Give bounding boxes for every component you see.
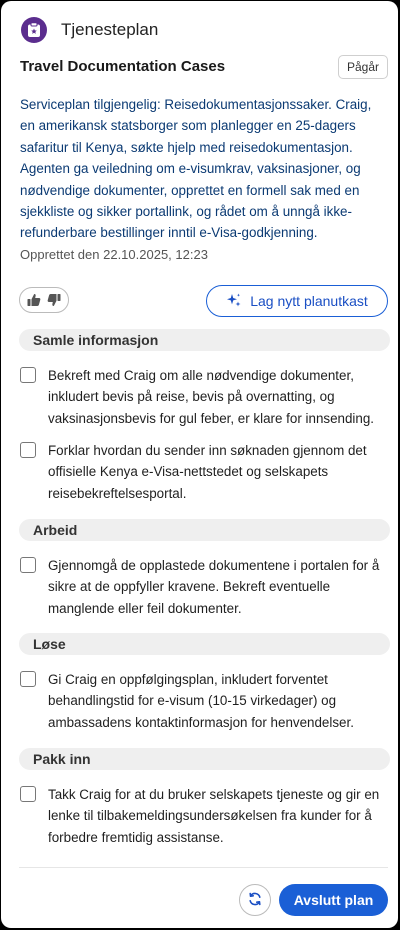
- section-header: Arbeid: [19, 519, 390, 541]
- created-timestamp: Opprettet den 22.10.2025, 12:23: [20, 247, 208, 262]
- section-header: Samle informasjon: [19, 329, 390, 351]
- sparkle-icon: [226, 292, 242, 311]
- task-checkbox[interactable]: [20, 557, 36, 573]
- task-item: [20, 440, 390, 504]
- task-text: Bekreft med Craig om alle nødvendige dokumenter, inkludert bevis på reise, bevis på overnatting, og vaksinasjonsbevis for gul feber, er klare for innsending.: [48, 368, 375, 426]
- task-item: [20, 784, 390, 848]
- task-item: [20, 555, 390, 619]
- app-title: Tjenesteplan: [61, 20, 159, 39]
- task-text: Gjennomgå de opplastede dokumentene i portalen for å sikre at de oppfyller kravene. Bekreft eventuelle manglende eller feil dokumenter.: [48, 558, 380, 616]
- task-text: Forklar hvordan du sender inn søknaden gjennom det offisielle Kenya e-Visa-nettstedet og selskapets reisebekreftelsesportal.: [48, 443, 367, 501]
- task-checkbox[interactable]: [20, 442, 36, 458]
- task-checkbox[interactable]: [20, 671, 36, 687]
- refresh-button[interactable]: [239, 884, 271, 916]
- clipboard-icon: [21, 17, 47, 43]
- task-checkbox[interactable]: [20, 786, 36, 802]
- section-header: Løse: [19, 633, 390, 655]
- footer-divider: [19, 867, 388, 868]
- new-draft-label: Lag nytt planutkast: [250, 293, 368, 309]
- case-title: Travel Documentation Cases: [20, 58, 226, 75]
- task-text: Takk Craig for at du bruker selskapets tjeneste og gir en lenke til tilbakemeldingsundersøkelsen fra kunder for å forbedre fremtidig assistanse.: [48, 787, 380, 845]
- task-item: [20, 669, 390, 733]
- status-badge: Pågår: [338, 55, 388, 79]
- case-summary: Serviceplan tilgjengelig: Reisedokumentasjonssaker. Craig, en amerikansk statsborger som planlegger en 25-dagers safaritur til Kenya, søkte hjelp med reisedokumentasjon. Agenten ga veiledning om e-visumkrav, vaksinasjoner, og nødvendige dokumenter, opprettet en formell sak med en sjekkliste og sikker portallink, og rådet om å unngå ikke-refunderbare bestillinger inntil e-Visa-godkjenning.: [20, 97, 372, 241]
- task-checkbox[interactable]: [20, 367, 36, 383]
- task-text: Gi Craig en oppfølgingsplan, inkludert forventet behandlingstid for e-visum (10-15 virkedager) og ambassadens kontaktinformasjon for henvendelser.: [48, 672, 354, 730]
- finish-plan-button[interactable]: Avslutt plan: [279, 884, 388, 916]
- task-item: [20, 365, 390, 429]
- service-plan-panel: [1, 1, 398, 928]
- panel-header: [21, 16, 158, 44]
- feedback-group: [19, 287, 69, 313]
- thumbs-up-icon[interactable]: [27, 293, 41, 307]
- thumbs-down-icon[interactable]: [47, 293, 61, 307]
- section-header: Pakk inn: [19, 748, 390, 770]
- new-draft-button[interactable]: [206, 285, 388, 317]
- refresh-icon: [247, 891, 263, 910]
